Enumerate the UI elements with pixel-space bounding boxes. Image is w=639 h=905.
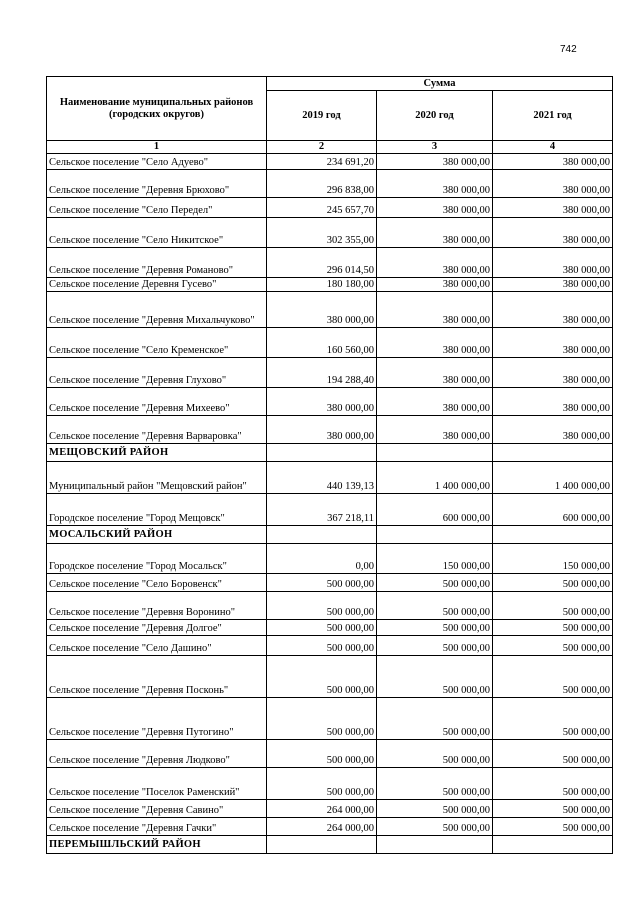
value-2021: 380 000,00 bbox=[493, 328, 613, 358]
row-name: Сельское поселение "Деревня Долгое" bbox=[47, 620, 267, 636]
row-name: Городское поселение "Город Мещовск" bbox=[47, 494, 267, 526]
value-2020: 380 000,00 bbox=[377, 154, 493, 170]
header-name-column: Наименование муниципальных районов (городских округов) bbox=[47, 77, 267, 141]
row-name: Сельское поселение "Деревня Варваровка" bbox=[47, 416, 267, 444]
row-name: Сельское поселение "Село Передел" bbox=[47, 198, 267, 218]
row-name: Муниципальный район "Мещовский район" bbox=[47, 462, 267, 494]
value-2021: 500 000,00 bbox=[493, 768, 613, 800]
value-2020: 380 000,00 bbox=[377, 416, 493, 444]
value-2021: 380 000,00 bbox=[493, 388, 613, 416]
table-row bbox=[47, 358, 613, 388]
value-2020: 380 000,00 bbox=[377, 198, 493, 218]
section-title: МЕЩОВСКИЙ РАЙОН bbox=[47, 444, 267, 462]
table-row bbox=[47, 636, 613, 656]
value-2021: 500 000,00 bbox=[493, 656, 613, 698]
value-2021: 1 400 000,00 bbox=[493, 462, 613, 494]
value-2021: 380 000,00 bbox=[493, 248, 613, 278]
value-2021: 380 000,00 bbox=[493, 198, 613, 218]
value-2021: 500 000,00 bbox=[493, 636, 613, 656]
table-row bbox=[47, 218, 613, 248]
value-2020: 380 000,00 bbox=[377, 170, 493, 198]
value-2019: 160 560,00 bbox=[267, 328, 377, 358]
value-2021: 380 000,00 bbox=[493, 358, 613, 388]
value-2019: 500 000,00 bbox=[267, 574, 377, 592]
value-2019: 234 691,20 bbox=[267, 154, 377, 170]
column-number-4: 4 bbox=[493, 141, 613, 154]
table-row bbox=[47, 698, 613, 740]
value-2019: 367 218,11 bbox=[267, 494, 377, 526]
value-2020: 500 000,00 bbox=[377, 818, 493, 836]
value-2021: 380 000,00 bbox=[493, 218, 613, 248]
table-row bbox=[47, 292, 613, 328]
section-row bbox=[47, 526, 613, 544]
row-name: Сельское поселение "Деревня Савино" bbox=[47, 800, 267, 818]
row-name: Сельское поселение "Поселок Раменский" bbox=[47, 768, 267, 800]
page-number: 742 bbox=[560, 44, 577, 55]
row-name: Сельское поселение "Деревня Глухово" bbox=[47, 358, 267, 388]
table-row bbox=[47, 768, 613, 800]
value-2020: 500 000,00 bbox=[377, 574, 493, 592]
value-2019: 500 000,00 bbox=[267, 698, 377, 740]
value-2021: 500 000,00 bbox=[493, 620, 613, 636]
value-2019: 500 000,00 bbox=[267, 620, 377, 636]
value-2019: 264 000,00 bbox=[267, 818, 377, 836]
row-name: Сельское поселение "Деревня Путогино" bbox=[47, 698, 267, 740]
row-name: Сельское поселение "Село Кременское" bbox=[47, 328, 267, 358]
section-title: ПЕРЕМЫШЛЬСКИЙ РАЙОН bbox=[47, 836, 267, 854]
value-2021: 600 000,00 bbox=[493, 494, 613, 526]
row-name: Сельское поселение "Деревня Посконь" bbox=[47, 656, 267, 698]
value-2021: 380 000,00 bbox=[493, 292, 613, 328]
value-2019: 180 180,00 bbox=[267, 278, 377, 292]
value-2020: 380 000,00 bbox=[377, 218, 493, 248]
column-number-2: 2 bbox=[267, 141, 377, 154]
value-2019: 296 014,50 bbox=[267, 248, 377, 278]
row-name: Сельское поселение "Деревня Воронино" bbox=[47, 592, 267, 620]
value-2021: 380 000,00 bbox=[493, 416, 613, 444]
section-title: МОСАЛЬСКИЙ РАЙОН bbox=[47, 526, 267, 544]
row-name: Сельское поселение "Деревня Михеево" bbox=[47, 388, 267, 416]
value-2019: 380 000,00 bbox=[267, 292, 377, 328]
section-row bbox=[47, 836, 613, 854]
row-name: Сельское поселение "Деревня Михальчуково" bbox=[47, 292, 267, 328]
value-2020: 500 000,00 bbox=[377, 636, 493, 656]
table-row bbox=[47, 388, 613, 416]
row-name: Сельское поселение "Село Дашино" bbox=[47, 636, 267, 656]
value-2020: 500 000,00 bbox=[377, 592, 493, 620]
table-row bbox=[47, 620, 613, 636]
value-2021: 500 000,00 bbox=[493, 740, 613, 768]
row-name: Сельское поселение "Деревня Брюхово" bbox=[47, 170, 267, 198]
value-2020: 500 000,00 bbox=[377, 768, 493, 800]
table-row bbox=[47, 154, 613, 170]
value-2021: 500 000,00 bbox=[493, 698, 613, 740]
value-2020: 500 000,00 bbox=[377, 620, 493, 636]
value-2019: 194 288,40 bbox=[267, 358, 377, 388]
value-2019: 0,00 bbox=[267, 544, 377, 574]
table-row bbox=[47, 462, 613, 494]
value-2020: 380 000,00 bbox=[377, 328, 493, 358]
header-year-2021: 2021 год bbox=[493, 91, 613, 141]
header-year-2019: 2019 год bbox=[267, 91, 377, 141]
table-row bbox=[47, 574, 613, 592]
header-year-2020: 2020 год bbox=[377, 91, 493, 141]
table-row bbox=[47, 328, 613, 358]
table-row bbox=[47, 170, 613, 198]
value-2019: 296 838,00 bbox=[267, 170, 377, 198]
value-2021: 500 000,00 bbox=[493, 574, 613, 592]
row-name: Сельское поселение "Деревня Людково" bbox=[47, 740, 267, 768]
value-2020: 500 000,00 bbox=[377, 656, 493, 698]
value-2020: 380 000,00 bbox=[377, 248, 493, 278]
budget-table bbox=[46, 76, 613, 854]
table-row bbox=[47, 278, 613, 292]
table-row bbox=[47, 592, 613, 620]
value-2020: 380 000,00 bbox=[377, 278, 493, 292]
row-name: Сельское поселение "Деревня Гачки" bbox=[47, 818, 267, 836]
header-sum: Сумма bbox=[267, 77, 613, 91]
value-2019: 500 000,00 bbox=[267, 740, 377, 768]
value-2019: 500 000,00 bbox=[267, 656, 377, 698]
value-2020: 380 000,00 bbox=[377, 292, 493, 328]
table-row bbox=[47, 656, 613, 698]
value-2021: 150 000,00 bbox=[493, 544, 613, 574]
value-2019: 302 355,00 bbox=[267, 218, 377, 248]
value-2019: 264 000,00 bbox=[267, 800, 377, 818]
value-2021: 500 000,00 bbox=[493, 800, 613, 818]
section-row bbox=[47, 444, 613, 462]
value-2019: 440 139,13 bbox=[267, 462, 377, 494]
table-row bbox=[47, 494, 613, 526]
value-2020: 500 000,00 bbox=[377, 800, 493, 818]
value-2021: 380 000,00 bbox=[493, 278, 613, 292]
row-name: Городское поселение "Город Мосальск" bbox=[47, 544, 267, 574]
column-number-3: 3 bbox=[377, 141, 493, 154]
value-2019: 380 000,00 bbox=[267, 388, 377, 416]
value-2021: 380 000,00 bbox=[493, 154, 613, 170]
table-row bbox=[47, 544, 613, 574]
value-2020: 380 000,00 bbox=[377, 388, 493, 416]
row-name: Сельское поселение "Деревня Романово" bbox=[47, 248, 267, 278]
row-name: Сельское поселение "Село Никитское" bbox=[47, 218, 267, 248]
value-2020: 1 400 000,00 bbox=[377, 462, 493, 494]
table-row bbox=[47, 198, 613, 218]
value-2019: 500 000,00 bbox=[267, 636, 377, 656]
value-2021: 500 000,00 bbox=[493, 818, 613, 836]
value-2021: 500 000,00 bbox=[493, 592, 613, 620]
value-2020: 380 000,00 bbox=[377, 358, 493, 388]
row-name: Сельское поселение "Село Адуево" bbox=[47, 154, 267, 170]
table-row bbox=[47, 818, 613, 836]
table-row bbox=[47, 248, 613, 278]
value-2020: 500 000,00 bbox=[377, 740, 493, 768]
value-2019: 245 657,70 bbox=[267, 198, 377, 218]
column-number-1: 1 bbox=[47, 141, 267, 154]
value-2019: 380 000,00 bbox=[267, 416, 377, 444]
value-2021: 380 000,00 bbox=[493, 170, 613, 198]
value-2020: 500 000,00 bbox=[377, 698, 493, 740]
row-name: Сельское поселение Деревня Гусево" bbox=[47, 278, 267, 292]
value-2020: 600 000,00 bbox=[377, 494, 493, 526]
table-row bbox=[47, 740, 613, 768]
table-row bbox=[47, 800, 613, 818]
value-2019: 500 000,00 bbox=[267, 592, 377, 620]
value-2020: 150 000,00 bbox=[377, 544, 493, 574]
value-2019: 500 000,00 bbox=[267, 768, 377, 800]
row-name: Сельское поселение "Село Боровенск" bbox=[47, 574, 267, 592]
table-row bbox=[47, 416, 613, 444]
